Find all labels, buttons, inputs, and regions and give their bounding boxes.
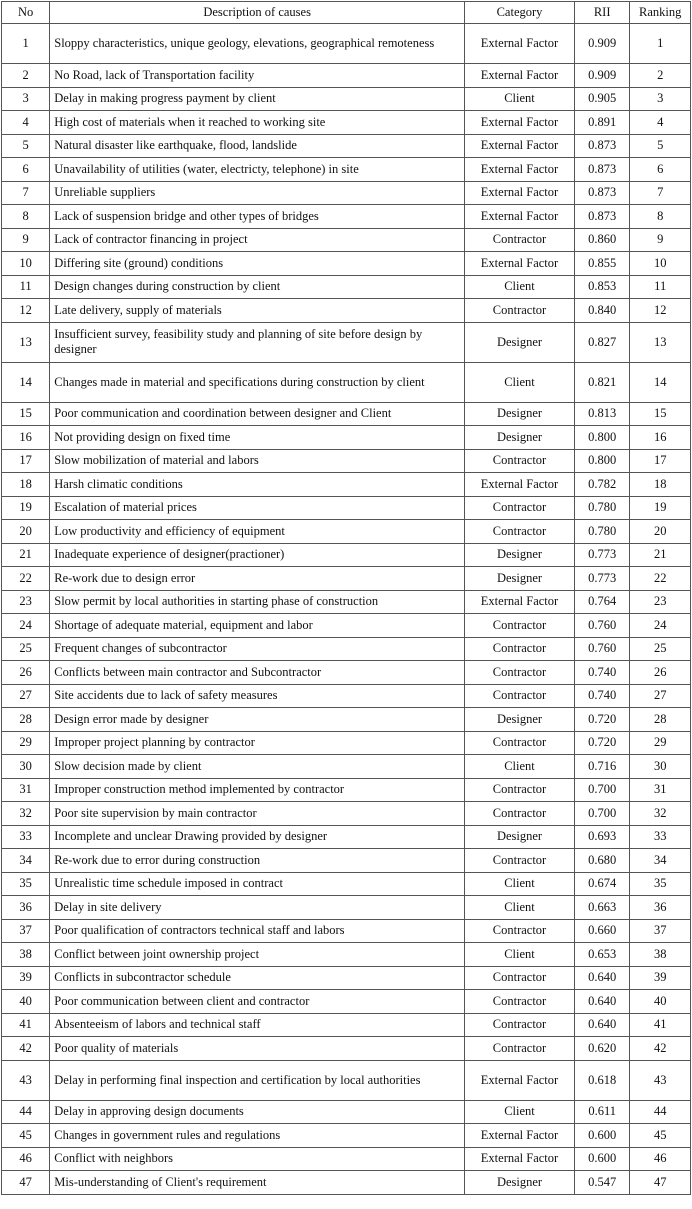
cell-ranking: 38 [630,943,691,967]
cell-no: 21 [2,543,50,567]
cell-category: Client [465,275,575,299]
cell-ranking: 28 [630,708,691,732]
cell-ranking: 33 [630,825,691,849]
cell-rii: 0.740 [574,661,629,685]
cell-description: Slow mobilization of material and labors [50,449,465,473]
cell-category: Client [465,1100,575,1124]
cell-category: Designer [465,825,575,849]
cell-rii: 0.620 [574,1037,629,1061]
cell-ranking: 21 [630,543,691,567]
cell-description: Inadequate experience of designer(practioner) [50,543,465,567]
cell-description: Natural disaster like earthquake, flood, landslide [50,134,465,158]
cell-description: Re-work due to design error [50,567,465,591]
cell-no: 45 [2,1124,50,1148]
cell-ranking: 23 [630,590,691,614]
cell-no: 44 [2,1100,50,1124]
cell-description: Poor quality of materials [50,1037,465,1061]
cell-rii: 0.740 [574,684,629,708]
cell-category: External Factor [465,473,575,497]
cell-ranking: 18 [630,473,691,497]
table-row [2,778,691,802]
cell-ranking: 36 [630,896,691,920]
cell-rii: 0.782 [574,473,629,497]
cell-category: Designer [465,543,575,567]
cell-rii: 0.800 [574,449,629,473]
table-row [2,755,691,779]
cell-description: Changes made in material and specifications during construction by client [50,362,465,402]
cell-ranking: 42 [630,1037,691,1061]
cell-rii: 0.773 [574,543,629,567]
cell-ranking: 5 [630,134,691,158]
table-row [2,943,691,967]
cell-ranking: 16 [630,426,691,450]
cell-category: External Factor [465,252,575,276]
cell-no: 42 [2,1037,50,1061]
cell-no: 27 [2,684,50,708]
cell-ranking: 22 [630,567,691,591]
cell-rii: 0.764 [574,590,629,614]
cell-no: 36 [2,896,50,920]
cell-rii: 0.600 [574,1124,629,1148]
cell-no: 16 [2,426,50,450]
cell-description: Lack of contractor financing in project [50,228,465,252]
cell-category: Client [465,943,575,967]
cell-rii: 0.905 [574,87,629,111]
cell-ranking: 8 [630,205,691,229]
cell-rii: 0.760 [574,614,629,638]
cell-category: Designer [465,567,575,591]
cell-category: Contractor [465,849,575,873]
cell-description: Poor communication and coordination between designer and Client [50,402,465,426]
cell-rii: 0.909 [574,64,629,88]
cell-rii: 0.693 [574,825,629,849]
header-rii: RII [574,2,629,24]
cell-category: Contractor [465,731,575,755]
table-row [2,990,691,1014]
cell-no: 1 [2,24,50,64]
cell-ranking: 47 [630,1171,691,1195]
cell-rii: 0.700 [574,802,629,826]
cell-category: External Factor [465,64,575,88]
cell-description: Poor site supervision by main contractor [50,802,465,826]
cell-category: External Factor [465,158,575,182]
cell-ranking: 14 [630,362,691,402]
cell-category: Client [465,755,575,779]
cell-category: Client [465,87,575,111]
cell-ranking: 41 [630,1013,691,1037]
cell-ranking: 3 [630,87,691,111]
cell-ranking: 12 [630,299,691,323]
cell-no: 33 [2,825,50,849]
cell-category: Designer [465,322,575,362]
cell-category: External Factor [465,111,575,135]
cell-ranking: 7 [630,181,691,205]
cell-ranking: 11 [630,275,691,299]
cell-ranking: 10 [630,252,691,276]
cell-category: Designer [465,426,575,450]
cell-rii: 0.780 [574,496,629,520]
cell-rii: 0.860 [574,228,629,252]
cell-no: 37 [2,919,50,943]
table-row [2,637,691,661]
table-row [2,449,691,473]
cell-description: Improper construction method implemented by contractor [50,778,465,802]
cell-rii: 0.716 [574,755,629,779]
cell-category: External Factor [465,24,575,64]
table-row [2,362,691,402]
table-row [2,181,691,205]
cell-category: Contractor [465,449,575,473]
cell-no: 22 [2,567,50,591]
table-row [2,1037,691,1061]
cell-category: External Factor [465,205,575,229]
cell-category: Contractor [465,228,575,252]
cell-description: Conflicts between main contractor and Subcontractor [50,661,465,685]
table-row [2,825,691,849]
cell-rii: 0.853 [574,275,629,299]
header-category: Category [465,2,575,24]
table-row [2,919,691,943]
cell-no: 26 [2,661,50,685]
cell-description: Re-work due to error during construction [50,849,465,873]
cell-description: Absenteeism of labors and technical staff [50,1013,465,1037]
table-row [2,1013,691,1037]
cell-category: External Factor [465,590,575,614]
cell-description: Delay in making progress payment by client [50,87,465,111]
table-row [2,731,691,755]
cell-rii: 0.780 [574,520,629,544]
cell-ranking: 32 [630,802,691,826]
cell-no: 30 [2,755,50,779]
table-row [2,661,691,685]
cell-description: Design changes during construction by client [50,275,465,299]
table-row [2,1100,691,1124]
table-row [2,299,691,323]
cell-category: External Factor [465,1124,575,1148]
table-row [2,1147,691,1171]
table-row [2,111,691,135]
cell-ranking: 20 [630,520,691,544]
table-row [2,496,691,520]
cell-rii: 0.674 [574,872,629,896]
cell-no: 23 [2,590,50,614]
cell-category: External Factor [465,1060,575,1100]
cell-rii: 0.855 [574,252,629,276]
table-row [2,708,691,732]
cell-category: Contractor [465,614,575,638]
cell-no: 10 [2,252,50,276]
table-row [2,966,691,990]
cell-no: 15 [2,402,50,426]
table-row [2,567,691,591]
cell-category: Contractor [465,778,575,802]
cell-description: Delay in performing final inspection and certification by local authorities [50,1060,465,1100]
cell-description: Improper project planning by contractor [50,731,465,755]
cell-category: External Factor [465,134,575,158]
cell-rii: 0.660 [574,919,629,943]
cell-ranking: 27 [630,684,691,708]
cell-description: Delay in approving design documents [50,1100,465,1124]
cell-category: Designer [465,1171,575,1195]
cell-no: 19 [2,496,50,520]
cell-description: Unavailability of utilities (water, electricty, telephone) in site [50,158,465,182]
cell-description: No Road, lack of Transportation facility [50,64,465,88]
cell-rii: 0.653 [574,943,629,967]
cell-ranking: 26 [630,661,691,685]
cell-description: Low productivity and efficiency of equipment [50,520,465,544]
table-row [2,473,691,497]
cell-no: 25 [2,637,50,661]
table-row [2,24,691,64]
cell-category: Designer [465,708,575,732]
cell-rii: 0.611 [574,1100,629,1124]
cell-rii: 0.873 [574,134,629,158]
table-row [2,228,691,252]
cell-no: 29 [2,731,50,755]
cell-description: Slow decision made by client [50,755,465,779]
cell-no: 24 [2,614,50,638]
cell-category: External Factor [465,1147,575,1171]
cell-category: Contractor [465,661,575,685]
cell-rii: 0.840 [574,299,629,323]
cell-ranking: 30 [630,755,691,779]
cell-description: Insufficient survey, feasibility study and planning of site before design by designer [50,322,465,362]
table-row [2,134,691,158]
cell-ranking: 40 [630,990,691,1014]
cell-rii: 0.827 [574,322,629,362]
cell-rii: 0.800 [574,426,629,450]
table-row [2,252,691,276]
cell-no: 3 [2,87,50,111]
cell-category: Contractor [465,1013,575,1037]
cell-description: Unreliable suppliers [50,181,465,205]
table-row [2,1060,691,1100]
cell-description: Changes in government rules and regulations [50,1124,465,1148]
table-row [2,64,691,88]
cell-description: Conflicts in subcontractor schedule [50,966,465,990]
cell-ranking: 37 [630,919,691,943]
cell-category: Contractor [465,496,575,520]
table-row [2,275,691,299]
cell-rii: 0.873 [574,205,629,229]
table-row [2,872,691,896]
cell-category: Client [465,896,575,920]
cell-rii: 0.600 [574,1147,629,1171]
cell-no: 11 [2,275,50,299]
table-row [2,87,691,111]
cell-no: 6 [2,158,50,182]
cell-rii: 0.773 [574,567,629,591]
cell-description: Frequent changes of subcontractor [50,637,465,661]
cell-description: Lack of suspension bridge and other types of bridges [50,205,465,229]
cell-description: Design error made by designer [50,708,465,732]
cell-rii: 0.640 [574,966,629,990]
table-row [2,158,691,182]
cell-rii: 0.909 [574,24,629,64]
cell-description: Poor qualification of contractors technical staff and labors [50,919,465,943]
cell-category: Client [465,872,575,896]
cell-description: High cost of materials when it reached to working site [50,111,465,135]
cell-ranking: 1 [630,24,691,64]
cell-no: 38 [2,943,50,967]
cell-category: Contractor [465,802,575,826]
cell-category: Contractor [465,1037,575,1061]
cell-no: 41 [2,1013,50,1037]
cell-description: Sloppy characteristics, unique geology, elevations, geographical remoteness [50,24,465,64]
cell-category: Contractor [465,990,575,1014]
cell-ranking: 19 [630,496,691,520]
cell-ranking: 2 [630,64,691,88]
header-row [2,2,691,24]
cell-description: Harsh climatic conditions [50,473,465,497]
table-row [2,684,691,708]
cell-no: 12 [2,299,50,323]
cell-rii: 0.618 [574,1060,629,1100]
cell-ranking: 45 [630,1124,691,1148]
table-body [2,24,691,1195]
cell-description: Mis-understanding of Client's requirement [50,1171,465,1195]
cell-description: Shortage of adequate material, equipment and labor [50,614,465,638]
table-row [2,426,691,450]
cell-category: Contractor [465,684,575,708]
cell-rii: 0.821 [574,362,629,402]
cell-rii: 0.720 [574,731,629,755]
cell-ranking: 4 [630,111,691,135]
cell-ranking: 39 [630,966,691,990]
table-row [2,1124,691,1148]
cell-no: 47 [2,1171,50,1195]
cell-category: Designer [465,402,575,426]
table-row [2,896,691,920]
cell-no: 35 [2,872,50,896]
table-row [2,614,691,638]
cell-no: 31 [2,778,50,802]
cell-rii: 0.891 [574,111,629,135]
cell-rii: 0.813 [574,402,629,426]
cell-description: Conflict with neighbors [50,1147,465,1171]
cell-ranking: 24 [630,614,691,638]
cell-ranking: 13 [630,322,691,362]
table-row [2,802,691,826]
cell-category: Contractor [465,520,575,544]
cell-description: Unrealistic time schedule imposed in contract [50,872,465,896]
cell-ranking: 35 [630,872,691,896]
table-row [2,205,691,229]
table-row [2,322,691,362]
cell-no: 14 [2,362,50,402]
header-ranking: Ranking [630,2,691,24]
cell-description: Poor communication between client and contractor [50,990,465,1014]
cell-rii: 0.640 [574,1013,629,1037]
cell-description: Late delivery, supply of materials [50,299,465,323]
cell-description: Delay in site delivery [50,896,465,920]
cell-no: 32 [2,802,50,826]
cell-rii: 0.640 [574,990,629,1014]
cell-no: 39 [2,966,50,990]
cell-category: External Factor [465,181,575,205]
cell-ranking: 6 [630,158,691,182]
cell-ranking: 29 [630,731,691,755]
table-row [2,849,691,873]
cell-description: Escalation of material prices [50,496,465,520]
cell-rii: 0.700 [574,778,629,802]
cell-ranking: 43 [630,1060,691,1100]
table-row [2,543,691,567]
cell-no: 8 [2,205,50,229]
cell-no: 46 [2,1147,50,1171]
cell-no: 9 [2,228,50,252]
table-row [2,520,691,544]
cell-rii: 0.760 [574,637,629,661]
table-row [2,402,691,426]
header-no: No [2,2,50,24]
cell-no: 4 [2,111,50,135]
cell-description: Slow permit by local authorities in starting phase of construction [50,590,465,614]
cell-no: 20 [2,520,50,544]
cell-rii: 0.873 [574,181,629,205]
cell-ranking: 25 [630,637,691,661]
cell-ranking: 9 [630,228,691,252]
cell-rii: 0.547 [574,1171,629,1195]
cell-ranking: 46 [630,1147,691,1171]
cell-ranking: 44 [630,1100,691,1124]
cell-no: 18 [2,473,50,497]
header-description: Description of causes [50,2,465,24]
cell-rii: 0.873 [574,158,629,182]
cell-description: Site accidents due to lack of safety measures [50,684,465,708]
cell-description: Not providing design on fixed time [50,426,465,450]
table-row [2,1171,691,1195]
cell-category: Contractor [465,966,575,990]
cell-category: Contractor [465,919,575,943]
cell-no: 5 [2,134,50,158]
cell-description: Incomplete and unclear Drawing provided by designer [50,825,465,849]
cell-category: Contractor [465,299,575,323]
cell-no: 2 [2,64,50,88]
cell-no: 34 [2,849,50,873]
cell-no: 40 [2,990,50,1014]
causes-table [1,1,691,1195]
cell-rii: 0.720 [574,708,629,732]
cell-no: 43 [2,1060,50,1100]
table-row [2,590,691,614]
cell-ranking: 17 [630,449,691,473]
cell-category: Contractor [465,637,575,661]
cell-rii: 0.680 [574,849,629,873]
cell-ranking: 34 [630,849,691,873]
cell-category: Client [465,362,575,402]
cell-rii: 0.663 [574,896,629,920]
cell-ranking: 15 [630,402,691,426]
cell-no: 17 [2,449,50,473]
cell-no: 28 [2,708,50,732]
cell-no: 13 [2,322,50,362]
cell-ranking: 31 [630,778,691,802]
cell-description: Conflict between joint ownership project [50,943,465,967]
cell-no: 7 [2,181,50,205]
cell-description: Differing site (ground) conditions [50,252,465,276]
